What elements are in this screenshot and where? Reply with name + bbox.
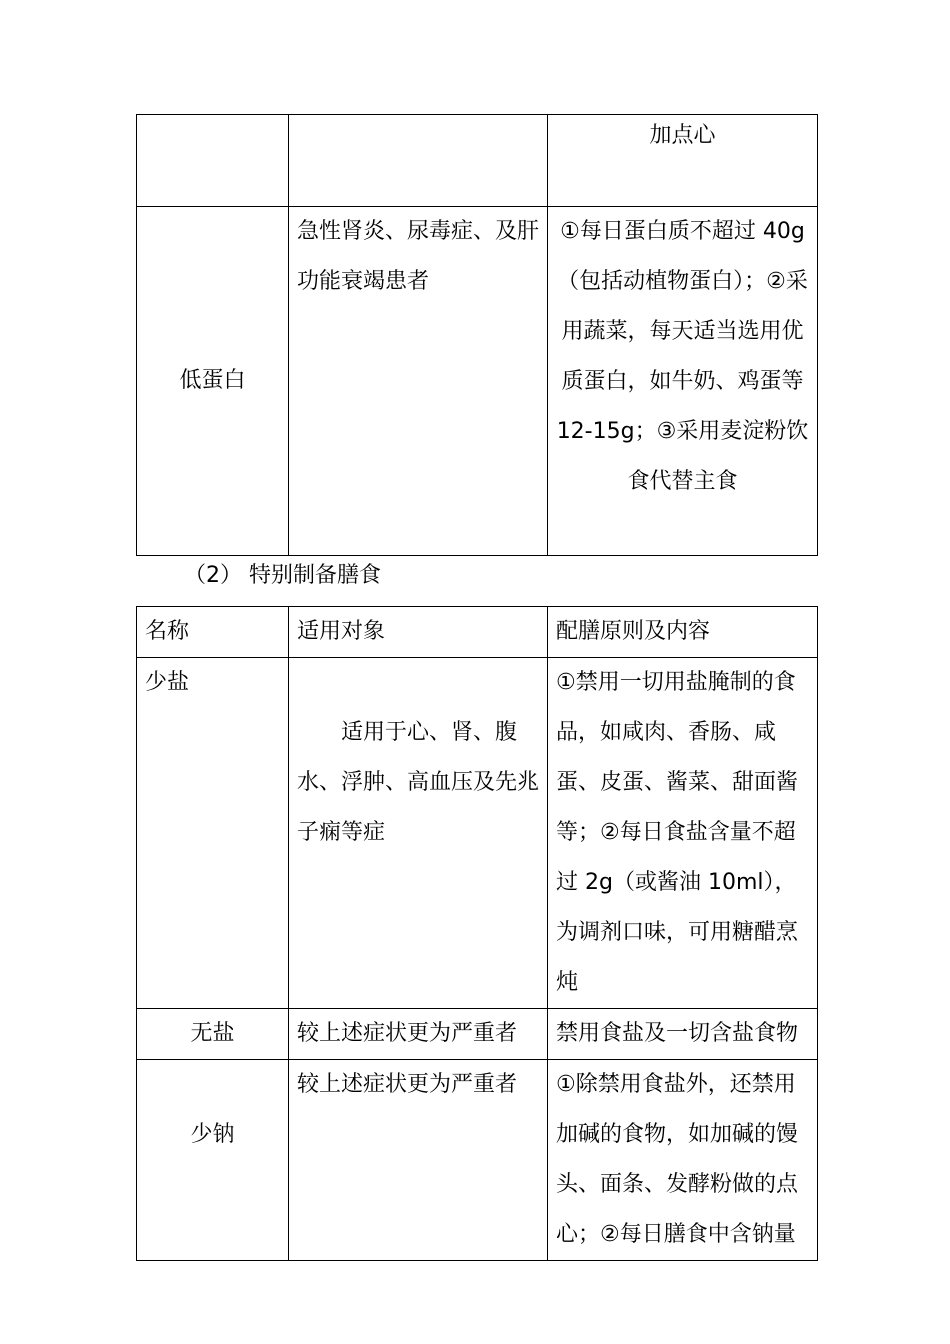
target-cell: 较上述症状更为严重者 — [289, 1009, 548, 1060]
table-cell: 加点心 — [548, 115, 818, 207]
content-cell: ①禁用一切用盐腌制的食品，如咸肉、香肠、咸蛋、皮蛋、酱菜、甜面酱等；②每日食盐含量不超过 2g（或酱油 10ml），为调剂口味，可用糖醋烹炖 — [548, 658, 818, 1009]
target-cell: 较上述症状更为严重者 — [289, 1060, 548, 1261]
table-cell — [137, 115, 289, 207]
header-name: 名称 — [137, 607, 289, 658]
table-header-row — [137, 607, 818, 658]
header-target: 适用对象 — [289, 607, 548, 658]
table-cell — [289, 115, 548, 207]
diet-name-cell: 无盐 — [137, 1009, 289, 1060]
table-row — [137, 658, 818, 1009]
section-caption: （2） 特别制备膳食 — [184, 563, 381, 588]
content-cell: ①每日蛋白质不超过 40g（包括动植物蛋白）；②采用蔬菜，每天适当选用优质蛋白，如牛奶、鸡蛋等 12-15g；③采用麦淀粉饮食代替主食 — [548, 207, 818, 556]
diet-name-cell: 少钠 — [137, 1060, 289, 1261]
table-row — [137, 1009, 818, 1060]
table-row — [137, 115, 818, 207]
target-cell: 适用于心、肾、腹水、浮肿、高血压及先兆子痫等症 — [289, 658, 548, 1009]
header-content: 配膳原则及内容 — [548, 607, 818, 658]
table-row — [137, 207, 818, 556]
content-cell: ①除禁用食盐外，还禁用加碱的食物，如加碱的馒头、面条、发酵粉做的点心；②每日膳食中含钠量 — [548, 1060, 818, 1261]
diet-name-cell: 少盐 — [137, 658, 289, 1009]
target-cell: 急性肾炎、尿毒症、及肝功能衰竭患者 — [289, 207, 548, 556]
table-row — [137, 1060, 818, 1261]
diet-name-cell: 低蛋白 — [137, 207, 289, 556]
content-cell: 禁用食盐及一切含盐食物 — [548, 1009, 818, 1060]
special-diet-table — [136, 606, 818, 1261]
diet-table-continued — [136, 114, 818, 556]
